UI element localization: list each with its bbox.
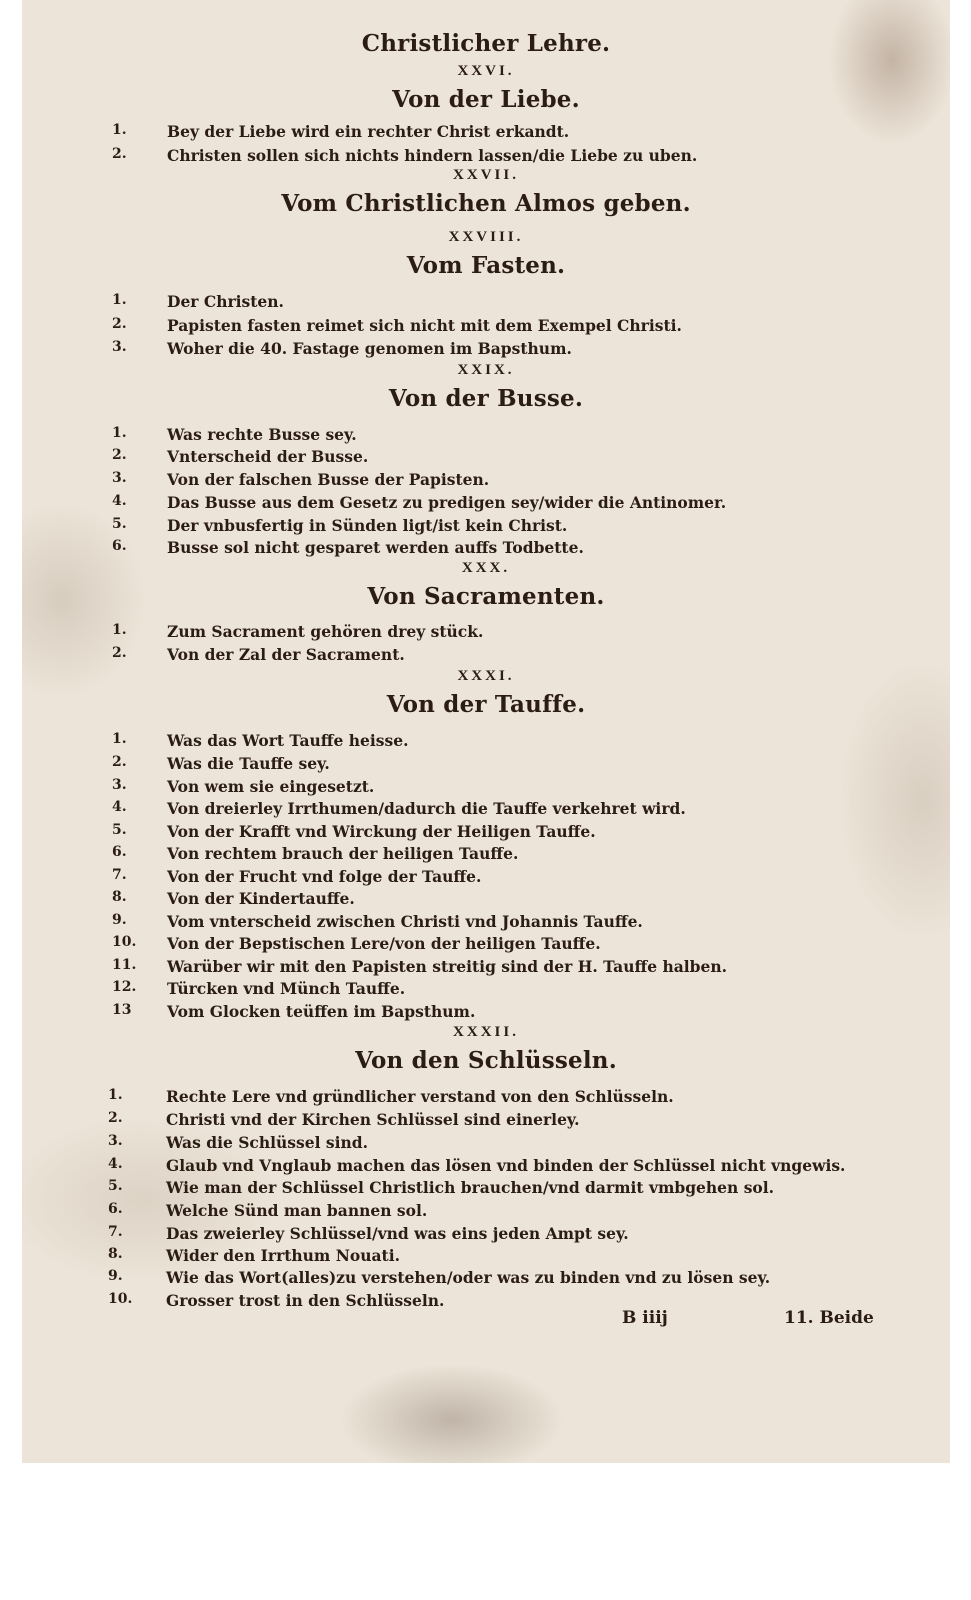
item-text: Christi vnd der Kirchen Schlüssel sind einerley. [166, 1110, 580, 1129]
item-number: 1. [112, 425, 127, 441]
item-text: Von der Zal der Sacrament. [167, 645, 405, 664]
item-number: 8. [108, 1246, 123, 1262]
item-number: 2. [112, 316, 127, 332]
item-text: Der vnbusfertig in Sünden ligt/ist kein Christ. [167, 516, 568, 535]
item-text: Was die Tauffe sey. [167, 754, 330, 773]
item-number: 10. [108, 1291, 133, 1307]
document-page [22, 0, 950, 1463]
item-number: 3. [112, 339, 127, 355]
item-text: Rechte Lere vnd gründlicher verstand von den Schlüsseln. [166, 1087, 674, 1106]
item-text: Was die Schlüssel sind. [166, 1133, 368, 1152]
section-title: Von der Tauffe. [386, 691, 586, 718]
item-number: 6. [108, 1201, 123, 1217]
item-number: 9. [108, 1268, 123, 1284]
item-number: 1. [112, 122, 127, 138]
item-number: 2. [112, 447, 127, 463]
item-text: Christen sollen sich nichts hindern lassen/die Liebe zu uben. [167, 146, 698, 165]
item-number: 5. [112, 822, 127, 838]
running-head: Christlicher Lehre. [361, 30, 611, 57]
item-number: 2. [112, 754, 127, 770]
item-text: Busse sol nicht gesparet werden auffs Todbette. [167, 538, 584, 557]
item-number: 4. [108, 1156, 123, 1172]
item-text: Warüber wir mit den Papisten streitig sind der H. Tauffe halben. [167, 957, 728, 976]
item-text: Woher die 40. Fastage genomen im Bapsthum. [167, 339, 572, 358]
item-number: 5. [108, 1178, 123, 1194]
item-number: 3. [112, 470, 127, 486]
item-text: Der Christen. [167, 292, 284, 311]
item-number: 2. [112, 645, 127, 661]
section-number: XXVII. [453, 167, 519, 183]
item-number: 3. [108, 1133, 123, 1149]
section-number: XXVIII. [448, 229, 524, 245]
item-text: Bey der Liebe wird ein rechter Christ erkandt. [167, 122, 570, 141]
catchword: 11. Beide [784, 1308, 874, 1328]
item-number: 7. [108, 1224, 123, 1240]
item-text: Papisten fasten reimet sich nicht mit dem Exempel Christi. [167, 316, 682, 335]
item-text: Grosser trost in den Schlüsseln. [166, 1291, 445, 1310]
item-text: Zum Sacrament gehören drey stück. [167, 622, 484, 641]
item-text: Türcken vnd Münch Tauffe. [167, 979, 406, 998]
section-number: XXXII. [453, 1024, 519, 1040]
item-number: 1. [112, 622, 127, 638]
item-text: Glaub vnd Vnglaub machen das lösen vnd binden der Schlüssel nicht vngewis. [166, 1156, 846, 1175]
item-text: Von der Bepstischen Lere/von der heiligen Tauffe. [167, 934, 601, 953]
item-text: Wie das Wort(alles)zu verstehen/oder was zu binden vnd zu lösen sey. [166, 1268, 771, 1287]
section-number: XXIX. [457, 362, 515, 378]
item-text: Welche Sünd man bannen sol. [166, 1201, 428, 1220]
item-number: 13 [112, 1002, 132, 1018]
item-number: 6. [112, 538, 127, 554]
item-number: 2. [112, 146, 127, 162]
item-text: Von wem sie eingesetzt. [167, 777, 375, 796]
item-text: Vnterscheid der Busse. [167, 447, 369, 466]
item-number: 1. [112, 731, 127, 747]
item-number: 3. [112, 777, 127, 793]
item-text: Das zweierley Schlüssel/vnd was eins jeden Ampt sey. [166, 1224, 629, 1243]
item-number: 12. [112, 979, 137, 995]
item-number: 11. [112, 957, 137, 973]
item-number: 1. [108, 1087, 123, 1103]
item-text: Von rechtem brauch der heiligen Tauffe. [167, 844, 519, 863]
section-title: Von der Liebe. [392, 86, 580, 113]
item-text: Wie man der Schlüssel Christlich brauchen/vnd darmit vmbgehen sol. [166, 1178, 775, 1197]
item-text: Von der Krafft vnd Wirckung der Heiligen Tauffe. [167, 822, 596, 841]
item-text: Von der falschen Busse der Papisten. [167, 470, 490, 489]
section-title: Von Sacramenten. [367, 583, 605, 610]
section-number: XXVI. [457, 63, 515, 79]
section-number: XXXI. [457, 668, 515, 684]
item-text: Vom vnterscheid zwischen Christi vnd Johannis Tauffe. [167, 912, 643, 931]
section-title: Vom Fasten. [406, 252, 566, 279]
item-text: Von der Frucht vnd folge der Tauffe. [167, 867, 482, 886]
item-text: Wider den Irrthum Nouati. [166, 1246, 400, 1265]
item-text: Vom Glocken teüffen im Bapsthum. [167, 1002, 476, 1021]
section-title: Vom Christlichen Almos geben. [281, 190, 691, 217]
signature-mark: B iiij [622, 1308, 668, 1328]
item-number: 5. [112, 516, 127, 532]
item-text: Was rechte Busse sey. [167, 425, 357, 444]
item-number: 10. [112, 934, 137, 950]
item-number: 9. [112, 912, 127, 928]
item-number: 4. [112, 799, 127, 815]
item-number: 8. [112, 889, 127, 905]
item-number: 1. [112, 292, 127, 308]
item-number: 2. [108, 1110, 123, 1126]
item-text: Was das Wort Tauffe heisse. [167, 731, 409, 750]
item-text: Von dreierley Irrthumen/dadurch die Tauffe verkehret wird. [167, 799, 686, 818]
item-number: 6. [112, 844, 127, 860]
item-text: Von der Kindertauffe. [167, 889, 355, 908]
item-number: 4. [112, 493, 127, 509]
section-title: Von der Busse. [388, 385, 584, 412]
item-number: 7. [112, 867, 127, 883]
section-title: Von den Schlüsseln. [355, 1047, 617, 1074]
section-number: XXX. [461, 560, 511, 576]
item-text: Das Busse aus dem Gesetz zu predigen sey/wider die Antinomer. [167, 493, 727, 512]
